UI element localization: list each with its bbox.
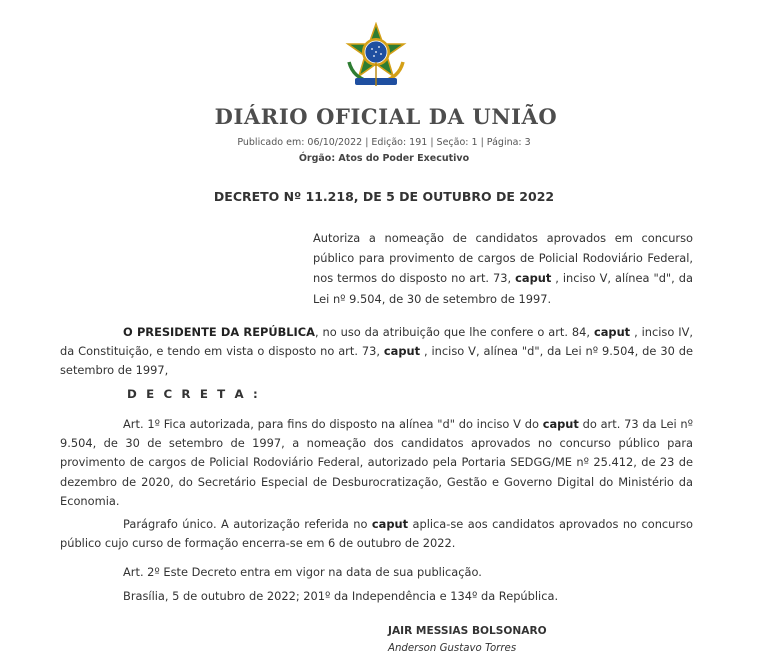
caput-term: caput <box>515 271 552 286</box>
preamble <box>60 323 693 381</box>
ementa-text-end: , inciso V, alínea "d", da Lei nº 9.504, de 30 de setembro de 1997. <box>313 271 693 306</box>
president-lead: O PRESIDENTE DA REPÚBLICA <box>123 325 315 339</box>
caput-term: caput <box>383 344 421 359</box>
article-1 <box>60 415 693 511</box>
preamble-text-1: , no uso da atribuição que lhe confere o art. 84, <box>314 325 591 339</box>
caput-term: caput <box>542 417 579 431</box>
masthead-title: DIÁRIO OFICIAL DA UNIÃO <box>214 104 558 129</box>
paragrafo-unico-text-end: aplica-se aos candidatos aprovados no concurso público cujo curso de formação encerra-se em 6 de outubro de 2022. <box>60 517 693 551</box>
brazil-coat-of-arms-icon <box>341 22 411 88</box>
signatory-name: JAIR MESSIAS BOLSONARO <box>388 625 547 637</box>
ementa <box>313 228 693 309</box>
article-1-text: Art. 1º Fica autorizada, para fins do disposto na alínea "d" do inciso V do <box>123 417 539 431</box>
caput-term: caput <box>593 325 631 339</box>
article-1-text-end: do art. 73 da Lei nº 9.504, de 30 de setembro de 1997, a nomeação dos candidatos aprovados no concurso público para provimento de cargos de Policial Rodoviário Federal, autorizado pela Portaria SEDGG/ME nº 25.412, de 23 de dezembro de 2020, do Secretário Especial de Desburocratização, Gestão e Governo Digital do Ministério da Economia. <box>60 417 693 508</box>
caput-term: caput <box>371 517 409 531</box>
cosignatory-name: Anderson Gustavo Torres <box>388 643 517 654</box>
place-date: Brasília, 5 de outubro de 2022; 201º da Independência e 134º da República. <box>123 589 559 603</box>
publication-meta: Publicado em: 06/10/2022 | Edição: 191 | Seção: 1 | Página: 3 <box>237 137 531 148</box>
decree-title: DECRETO Nº 11.218, DE 5 DE OUTUBRO DE 2022 <box>213 189 555 204</box>
ementa-text: Autoriza a nomeação de candidatos aprovados em concurso público para provimento de cargos de Policial Rodoviário Federal, nos termos do disposto no art. 73, <box>313 231 693 286</box>
article-2: Art. 2º Este Decreto entra em vigor na data de sua publicação. <box>123 565 482 579</box>
organ-label: Órgão: Atos do Poder Executivo <box>298 153 470 164</box>
preamble-text-2: , inciso IV, da Constituição, e tendo em vista o disposto no art. 73, <box>60 325 694 359</box>
paragrafo-unico-text: Parágrafo único. A autorização referida no <box>123 517 368 531</box>
preamble-text-3: , inciso V, alínea "d", da Lei nº 9.504, de 30 de setembro de 1997, <box>60 344 693 378</box>
decreta-heading: D E C R E T A : <box>127 387 261 401</box>
paragrafo-unico <box>60 515 693 553</box>
